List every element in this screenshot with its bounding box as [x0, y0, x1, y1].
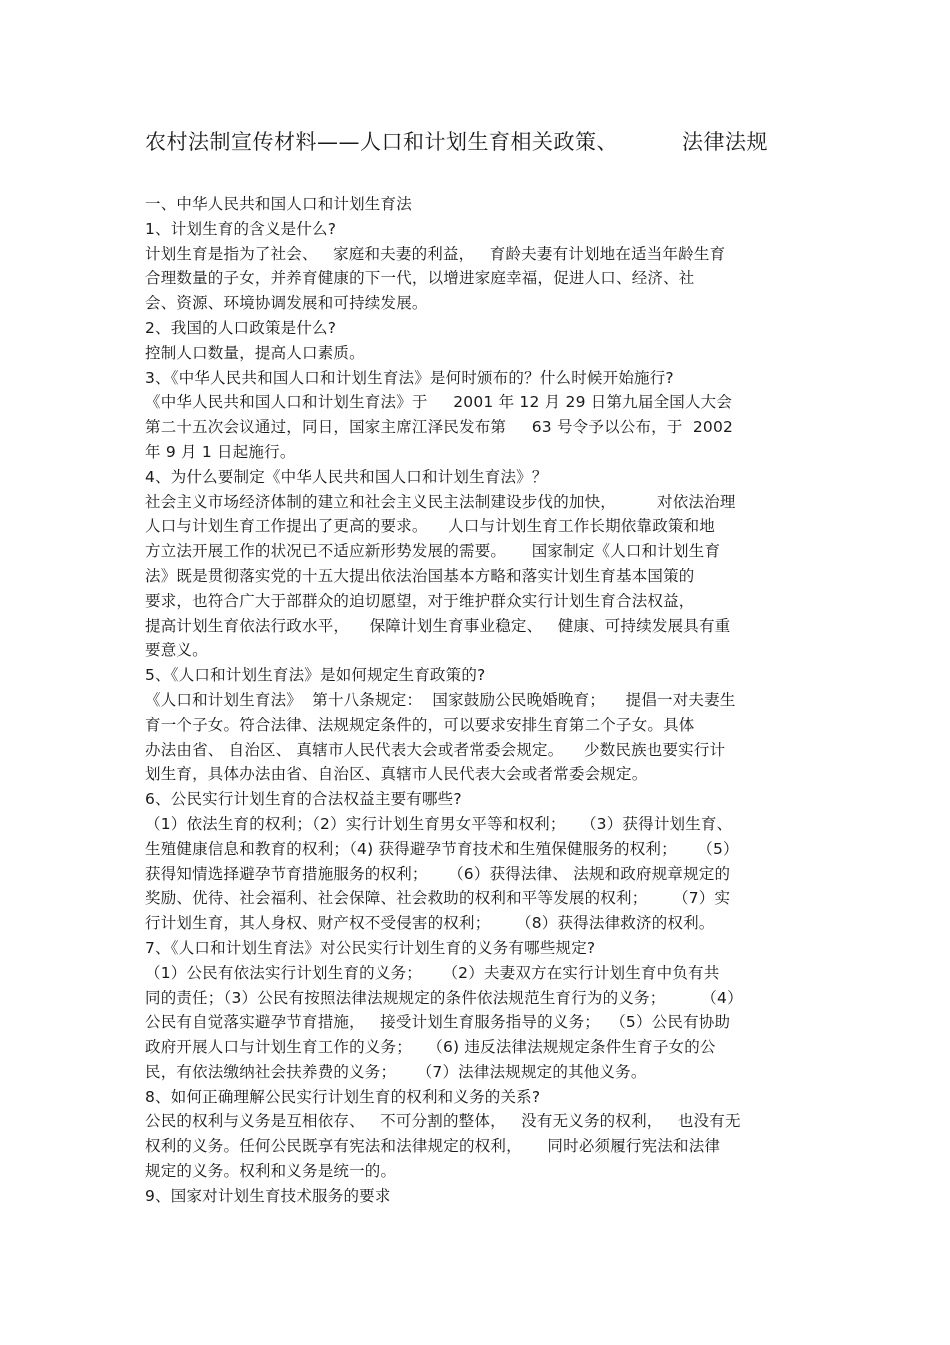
- text-line: 育一个子女。符合法律、法规规定条件的，可以要求安排生育第二个子女。具体: [145, 715, 695, 734]
- text-line: 法》既是贯彻落实党的十五大提出依法治国基本方略和落实计划生育基本国策的: [145, 566, 695, 585]
- text-line: （1）依法生育的权利；（2）实行计划生育男女平等和权利； （3）获得计划生育、: [145, 814, 733, 833]
- text-line: 要求，也符合广大于部群众的迫切愿望，对于维护群众实行计划生育合法权益，: [145, 591, 695, 610]
- text-line: 6、公民实行计划生育的合法权益主要有哪些?: [145, 790, 462, 809]
- text-line: 提高计划生育依法行政水平， 保障计划生育事业稳定、 健康、可持续发展具有重: [145, 616, 731, 635]
- title-part-2: 法律法规: [682, 130, 768, 154]
- text-line: 计划生育是指为了社会、 家庭和夫妻的利益， 育龄夫妻有计划地在适当年龄生育: [145, 244, 726, 263]
- text-line: 4、为什么要制定《中华人民共和国人口和计划生育法》？: [145, 467, 548, 486]
- text-line: 民，有依法缴纳社会扶养费的义务； （7）法律法规规定的其他义务。: [145, 1062, 647, 1081]
- text-line: 社会主义市场经济体制的建立和社会主义民主法制建设步伐的加快， 对依法治理: [145, 492, 736, 511]
- text-line: 规定的义务。权利和义务是统一的。: [145, 1162, 397, 1181]
- document-body: [145, 192, 815, 1209]
- text-line: 年 9 月 1 日起施行。: [145, 442, 296, 461]
- text-line: 获得知情选择避孕节育措施服务的权利； （6）获得法律、 法规和政府规章规定的: [145, 864, 731, 883]
- text-line: 5、《人口和计划生育法》是如何规定生育政策的?: [145, 666, 486, 685]
- text-line: 办法由省、 自治区、 真辖市人民代表大会或者常委会规定。 少数民族也要实行计: [145, 740, 726, 759]
- title-part-1: 农村法制宣传材料——人口和计划生育相关政策、: [145, 130, 618, 154]
- text-line: 第二十五次会议通过，同日，国家主席江泽民发布第 63 号令予以公布，于 2002: [145, 418, 734, 437]
- text-line: 要意义。: [145, 641, 208, 660]
- text-line: 3、《中华人民共和国人口和计划生育法》是何时颁布的？什么时候开始施行?: [145, 368, 674, 387]
- text-line: 《中华人民共和国人口和计划生育法》于 2001 年 12 月 29 日第九届全国人大会: [145, 393, 733, 412]
- text-line: 一、中华人民共和国人口和计划生育法: [145, 195, 412, 213]
- text-line: 同的责任；（3）公民有按照法律法规规定的条件依法规范生育行为的义务； （4）: [145, 988, 743, 1007]
- text-line: （1）公民有依法实行计划生育的义务； （2）夫妻双方在实行计划生育中负有共: [145, 963, 720, 982]
- text-line: 2、我国的人口政策是什么?: [145, 318, 337, 337]
- text-line: 方立法开展工作的状况已不适应新形势发展的需要。 国家制定《人口和计划生育: [145, 542, 721, 561]
- text-line: 1、计划生育的含义是什么?: [145, 219, 337, 238]
- text-line: 政府开展人口与计划生育工作的义务； （6) 违反法律法规规定条件生育子女的公: [145, 1038, 716, 1057]
- text-line: 7、《人口和计划生育法》对公民实行计划生育的义务有哪些规定?: [145, 938, 596, 957]
- text-line: 会、资源、环境协调发展和可持续发展。: [145, 294, 428, 313]
- document-title: [145, 128, 768, 156]
- text-line: 9、国家对计划生育技术服务的要求: [145, 1186, 391, 1205]
- text-line: 行计划生育，其人身权、财产权不受侵害的权利； （8）获得法律救济的权利。: [145, 914, 715, 933]
- text-line: 合理数量的子女，并养育健康的下一代，以增进家庭幸福，促进人口、经济、社: [145, 269, 695, 288]
- text-line: 划生育，具体办法由省、自治区、真辖市人民代表大会或者常委会规定。: [145, 765, 648, 784]
- text-line: 人口与计划生育工作提出了更高的要求。 人口与计划生育工作长期依靠政策和地: [145, 517, 716, 536]
- text-line: 《人口和计划生育法》 第十八条规定： 国家鼓励公民晚婚晚育； 提倡一对夫妻生: [145, 690, 736, 709]
- text-line: 生殖健康信息和教育的权利；（4) 获得避孕节育技术和生殖保健服务的权利； （5）: [145, 839, 739, 858]
- text-line: 公民的权利与义务是互相依存、 不可分割的整体， 没有无义务的权利， 也没有无: [145, 1112, 741, 1131]
- text-line: 8、如何正确理解公民实行计划生育的权利和义务的关系?: [145, 1087, 541, 1106]
- text-line: 公民有自觉落实避孕节育措施， 接受计划生育服务指导的义务； （5）公民有协助: [145, 1013, 731, 1032]
- text-line: 权利的义务。任何公民既享有宪法和法律规定的权利， 同时必须履行宪法和法律: [145, 1137, 721, 1156]
- text-line: 奖励、优待、社会福利、社会保障、社会救助的权利和平等发展的权利； （7）实: [145, 889, 731, 908]
- text-line: 控制人口数量，提高人口素质。: [145, 343, 365, 362]
